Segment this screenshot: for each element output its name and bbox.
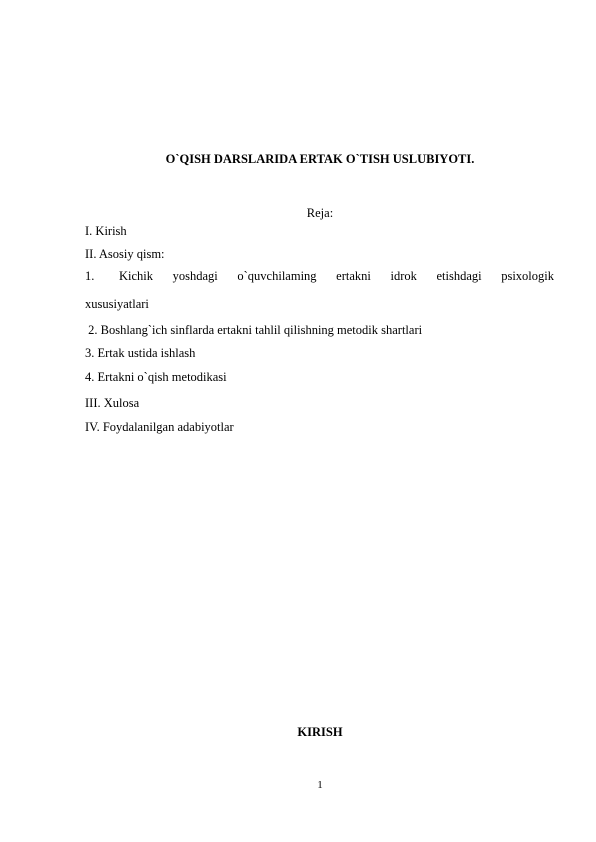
toc-item-1-number: 1. (85, 269, 95, 283)
toc-item-2: 2. Boshlang`ich sinflarda ertakni tahlil qilishning metodik shartlari (85, 323, 423, 337)
toc-item-4: 4. Ertakni o`qish metodikasi (85, 370, 227, 384)
plan-heading: Reja: (306, 206, 334, 220)
toc-item-3: 3. Ertak ustida ishlash (85, 346, 196, 360)
toc-item-adabiyotlar: IV. Foydalanilgan adabiyotlar (85, 420, 234, 434)
toc-item-kirish: I. Kirish (85, 224, 127, 238)
toc-item-1-text: Kichik yoshdagi o`quvchilaming ertakni idrok etishdagi psixologik (119, 269, 554, 283)
toc-item-1-line-1 (85, 268, 554, 284)
toc-item-xulosa: III. Xulosa (85, 396, 140, 410)
section-heading-kirish: KIRISH (297, 725, 343, 739)
page-number: 1 (317, 779, 323, 791)
toc-item-asosiy-qism: II. Asosiy qism: (85, 247, 165, 261)
toc-item-1-line-2: xususiyatlari (85, 297, 149, 311)
document-title: O`QISH DARSLARIDA ERTAK O`TISH USLUBIYOTI. (165, 152, 475, 166)
